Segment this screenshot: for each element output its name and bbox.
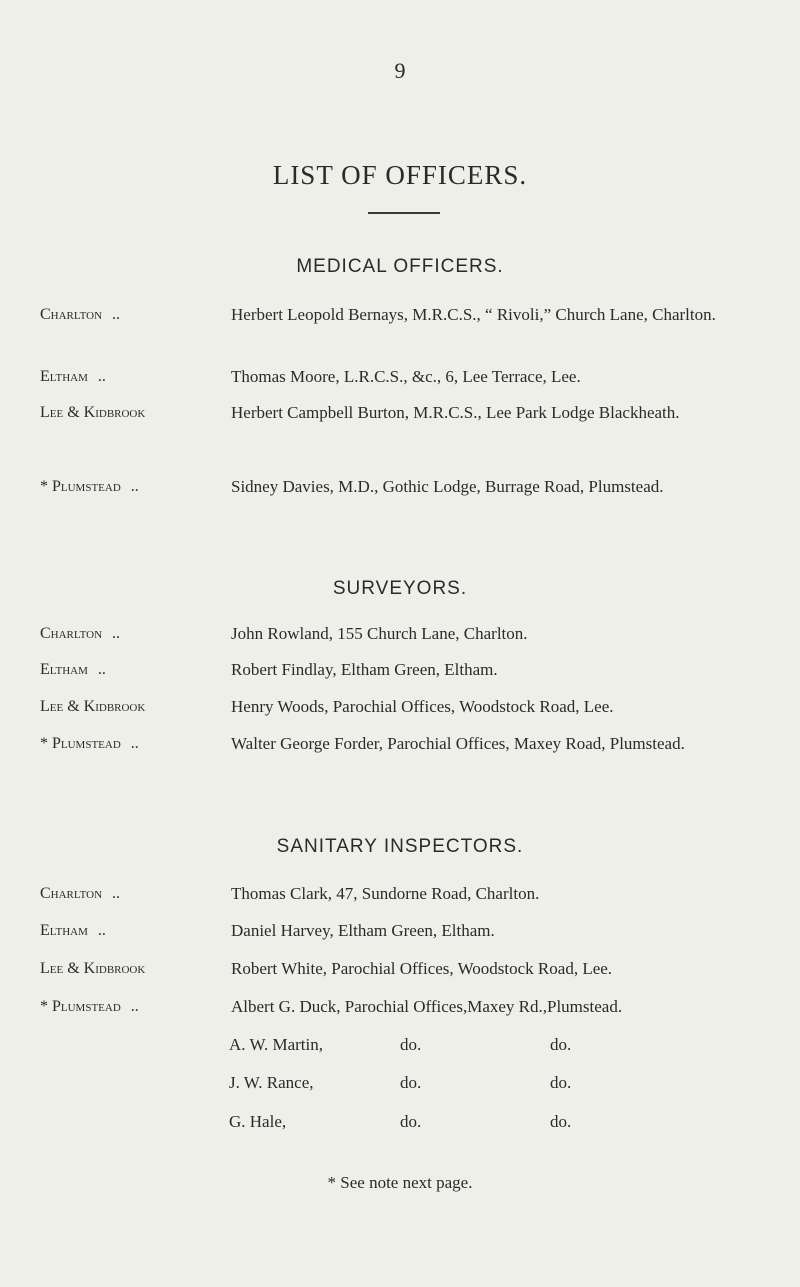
district-label: Charlton ..	[40, 885, 121, 902]
district-label: * Plumstead ..	[40, 478, 139, 495]
officer-details: Thomas Moore, L.R.C.S., &c., 6, Lee Terrace, Lee.	[231, 367, 581, 386]
officer-details: Thomas Clark, 47, Sundorne Road, Charlton.	[231, 884, 540, 903]
ditto-mark: do.	[400, 1035, 422, 1054]
page-number: 9	[394, 58, 406, 83]
district-label: Lee & Kidbrook	[40, 698, 146, 715]
district-label: Eltham ..	[40, 368, 106, 385]
officer-details: Albert G. Duck, Parochial Offices,Maxey Rd.,Plumstead.	[231, 997, 623, 1016]
officer-details: Robert Findlay, Eltham Green, Eltham.	[231, 660, 498, 679]
ditto-mark: do.	[550, 1035, 572, 1054]
section-heading-surveyors: SURVEYORS.	[332, 578, 468, 599]
ditto-mark: do.	[550, 1073, 572, 1092]
footnote: * See note next page.	[327, 1173, 473, 1192]
section-heading-medical-officers: MEDICAL OFFICERS.	[296, 256, 504, 277]
district-label: Lee & Kidbrook	[40, 404, 146, 421]
officer-details: Henry Woods, Parochial Offices, Woodstock Road, Lee.	[231, 697, 614, 716]
officer-details: Herbert Campbell Burton, M.R.C.S., Lee Park Lodge Blackheath.	[231, 403, 680, 422]
page-title: LIST OF OFFICERS.	[272, 160, 528, 190]
title-divider	[368, 212, 440, 214]
officer-details: Herbert Leopold Bernays, M.R.C.S., “ Rivoli,” Church Lane, Charlton.	[231, 305, 716, 324]
officer-details: Walter George Forder, Parochial Offices, Maxey Road, Plumstead.	[231, 734, 685, 753]
district-label: Lee & Kidbrook	[40, 960, 146, 977]
district-label: * Plumstead ..	[40, 998, 139, 1015]
officer-details: Robert White, Parochial Offices, Woodstock Road, Lee.	[231, 959, 613, 978]
district-label: Eltham ..	[40, 661, 106, 678]
district-label: Charlton ..	[40, 306, 121, 323]
section-heading-sanitary-inspectors: SANITARY INSPECTORS.	[276, 836, 524, 857]
officer-details: John Rowland, 155 Church Lane, Charlton.	[231, 624, 528, 643]
district-label: * Plumstead ..	[40, 735, 139, 752]
inspector-name: J. W. Rance,	[229, 1073, 314, 1092]
ditto-mark: do.	[400, 1112, 422, 1131]
inspector-name: G. Hale,	[229, 1112, 287, 1131]
ditto-mark: do.	[400, 1073, 422, 1092]
officer-details: Sidney Davies, M.D., Gothic Lodge, Burrage Road, Plumstead.	[231, 477, 664, 496]
ditto-mark: do.	[550, 1112, 572, 1131]
district-label: Charlton ..	[40, 625, 121, 642]
district-label: Eltham ..	[40, 922, 106, 939]
inspector-name: A. W. Martin,	[229, 1035, 323, 1054]
officer-details: Daniel Harvey, Eltham Green, Eltham.	[231, 921, 495, 940]
